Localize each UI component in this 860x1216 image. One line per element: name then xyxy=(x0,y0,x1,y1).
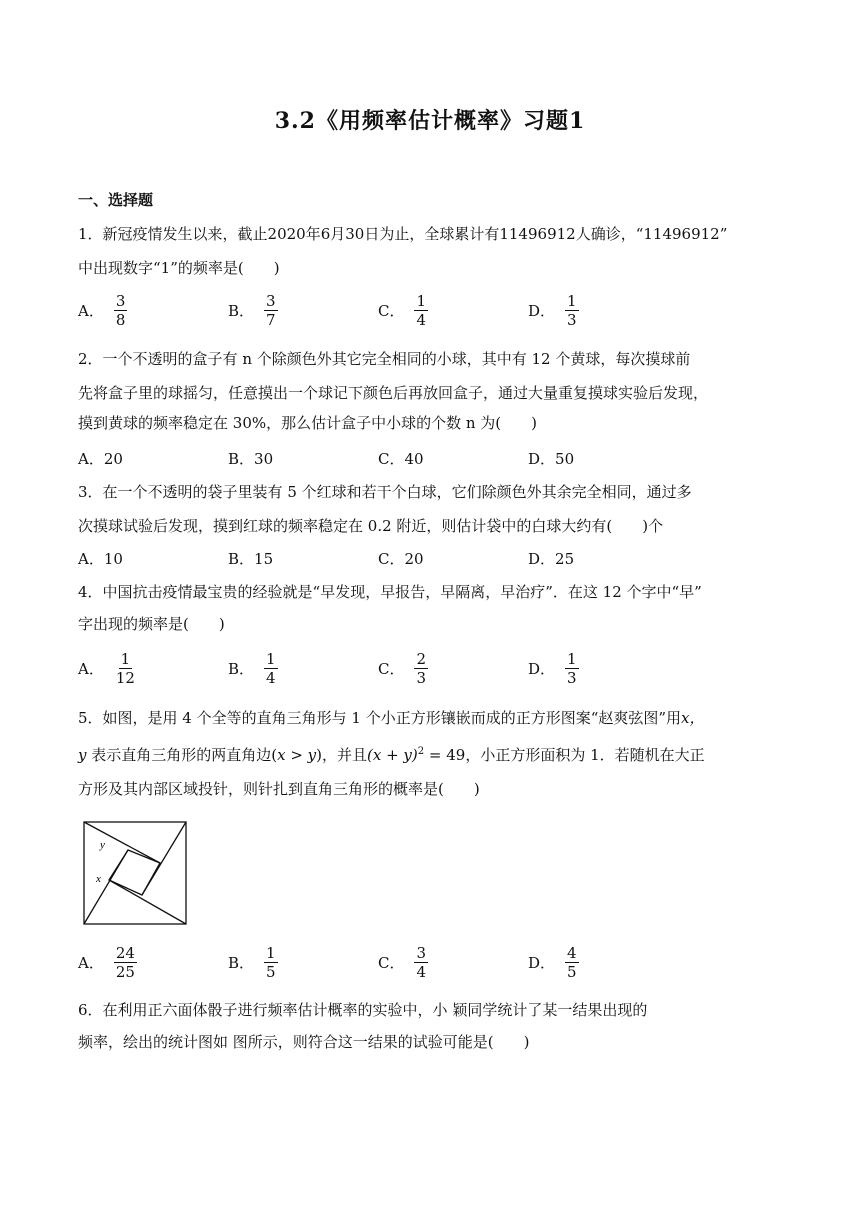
q3-option-c: C．20 xyxy=(378,550,424,568)
q1-option-d: D． $\frac{1}{3}$ xyxy=(528,292,577,329)
q2-line2: 先将盒子里的球摇匀，任意摸出一个球记下颜色后再放回盒子，通过大量重复摸球实验后发现， xyxy=(78,384,709,402)
page-title: 3.2《用频率估计概率》习题1 xyxy=(274,108,586,134)
q5-line1: 5．如图，是用 4 个全等的直角三角形与 1 个小正方形镶嵌而成的正方形图案“赵爽弦图”用x， xyxy=(78,709,705,727)
q3-line2: 次摸球试验后发现，摸到红球的频率稳定在 0.2 附近，则估计袋中的白球大约有( )个 xyxy=(78,517,664,535)
q5-line2: y 表示直角三角形的两直角边(x > y)，并且$(x + y)^2 = 49$，小正方形面积为 1．若随机在大正 xyxy=(78,746,705,764)
q3-line1: 3．在一个不透明的袋子里装有 5 个红球和若干个白球，它们除颜色外其余完全相同，通过多 xyxy=(78,483,692,501)
zhao-shuang-figure xyxy=(82,820,188,926)
q2-option-c: C．40 xyxy=(378,450,424,468)
section-heading: 一、选择题 xyxy=(78,191,154,209)
q3-option-d: D．25 xyxy=(528,550,575,568)
inner-square xyxy=(109,850,160,895)
q2-option-a: A．20 xyxy=(78,450,123,468)
fig-label-y: y xyxy=(100,839,105,851)
triangle-edge-1 xyxy=(84,822,160,863)
fig-label-x: x xyxy=(96,873,101,885)
q2-option-b: B．30 xyxy=(228,450,274,468)
q5-option-d: D． $\frac{4}{5}$ xyxy=(528,944,577,981)
q2-option-d: D．50 xyxy=(528,450,575,468)
q1-option-c: C． $\frac{1}{4}$ xyxy=(378,292,427,329)
q4-option-c: C． $\frac{2}{3}$ xyxy=(378,650,427,687)
q4-option-b: B． $\frac{1}{4}$ xyxy=(228,650,276,687)
q1-line2: 中出现数字“1”的频率是( ) xyxy=(78,259,280,277)
q5-option-a: A． $\frac{24}{25}$ xyxy=(78,944,135,981)
q4-line1: 4．中国抗击疫情最宝贵的经验就是“早发现，早报告，早隔离，早治疗”．在这 12 个字中“早” xyxy=(78,583,702,601)
q1-line1: 1．新冠疫情发生以来，截止2020年6月30日为止，全球累计有11496912人确诊，“11496912” xyxy=(78,225,728,243)
q3-option-a: A．10 xyxy=(78,550,123,568)
q1-option-b: B． $\frac{3}{7}$ xyxy=(228,292,276,329)
q6-line1: 6．在利用正六面体骰子进行频率估计概率的实验中，小 颖同学统计了某一结果出现的 xyxy=(78,1001,648,1019)
q4-option-a: A． $\frac{1}{12}$ xyxy=(78,650,135,687)
q5-line3: 方形及其内部区域投针，则针扎到直角三角形的概率是( ) xyxy=(78,780,480,798)
q2-line1: 2．一个不透明的盒子有 n 个除颜色外其它完全相同的小球，其中有 12 个黄球，每次摸球前 xyxy=(78,350,691,368)
q3-option-b: B．15 xyxy=(228,550,274,568)
q5-option-c: C． $\frac{3}{4}$ xyxy=(378,944,427,981)
q5-option-b: B． $\frac{1}{5}$ xyxy=(228,944,276,981)
q1-option-a: A． $\frac{3}{8}$ xyxy=(78,292,126,329)
q4-option-d: D． $\frac{1}{3}$ xyxy=(528,650,577,687)
q6-line2: 频率，绘出的统计图如 图所示，则符合这一结果的试验可能是( ) xyxy=(78,1033,530,1051)
q2-line3: 摸到黄球的频率稳定在 30%，那么估计盒子中小球的个数 n 为( ) xyxy=(78,414,538,432)
q4-line2: 字出现的频率是( ) xyxy=(78,615,225,633)
